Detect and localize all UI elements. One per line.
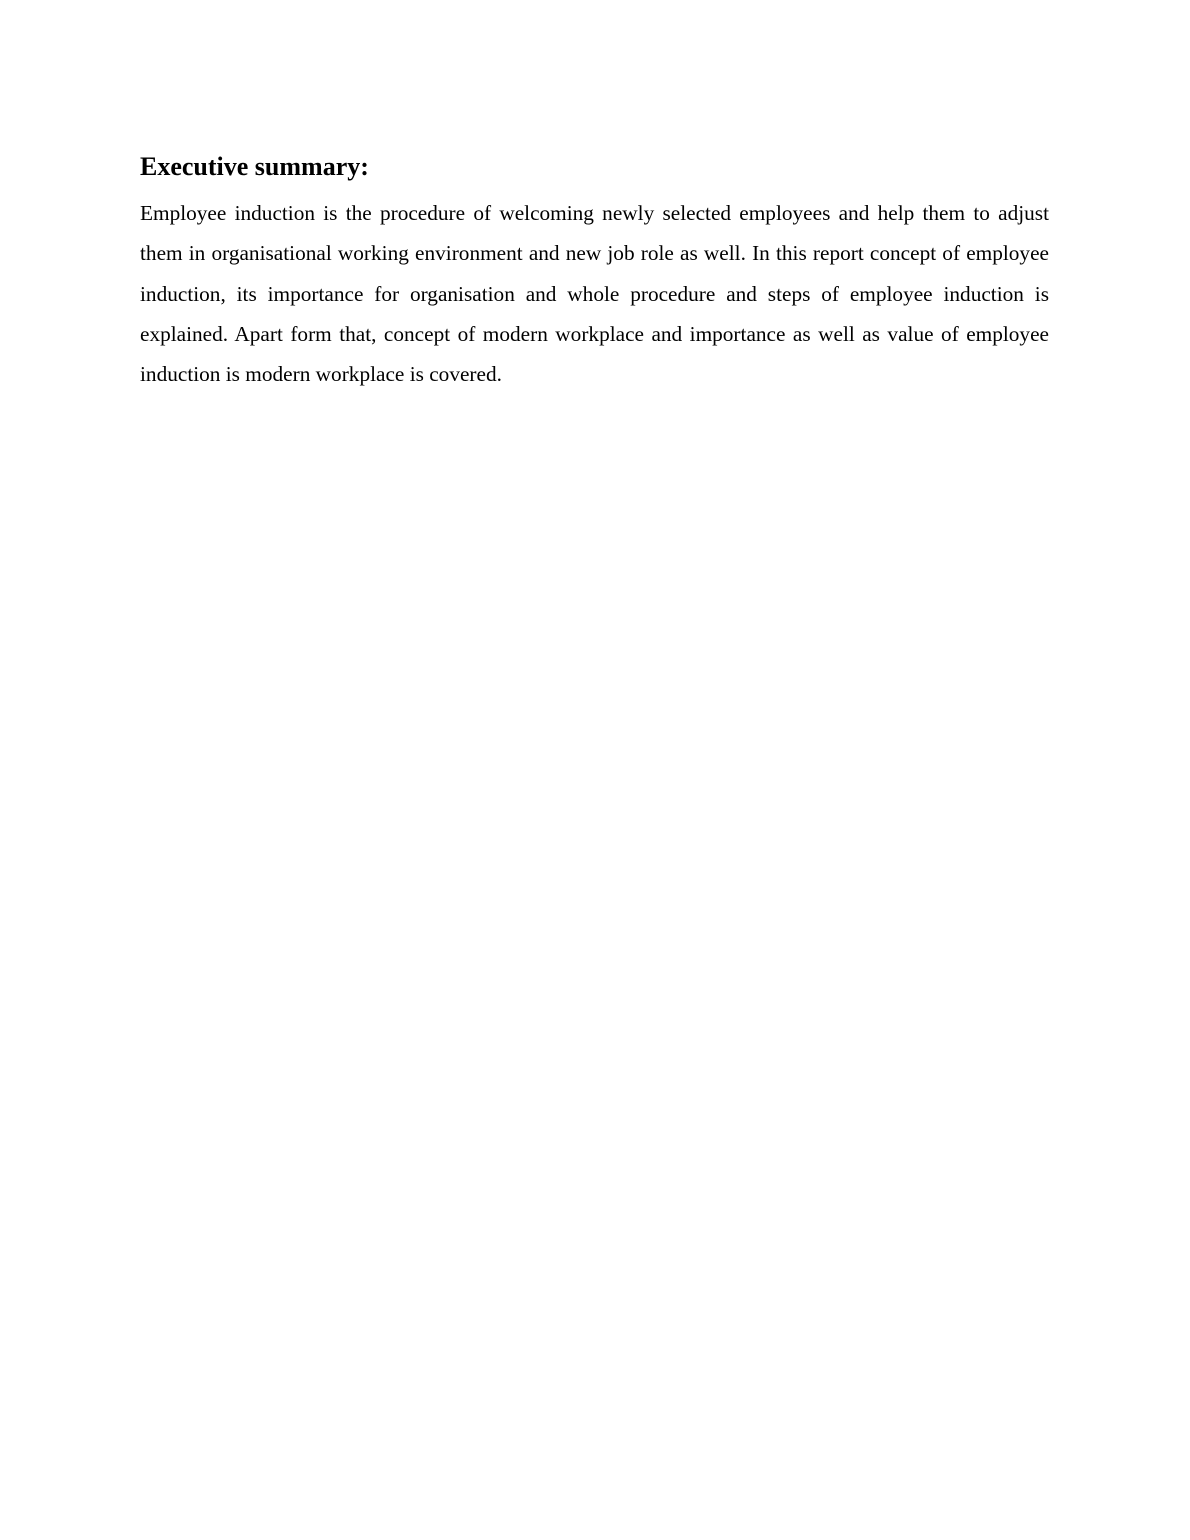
- body-paragraph: Employee induction is the procedure of welcoming newly selected employees and help them to adjust them in organisational working environment and new job role as well. In this report concept of employee induction, its importance for organisation and whole procedure and steps of employee induction is explained. Apart form that, concept of modern workplace and importance as well as value of employee induction is modern workplace is covered.: [140, 201, 1049, 387]
- document-content: [140, 150, 1049, 394]
- section-heading: Executive summary:: [140, 152, 369, 181]
